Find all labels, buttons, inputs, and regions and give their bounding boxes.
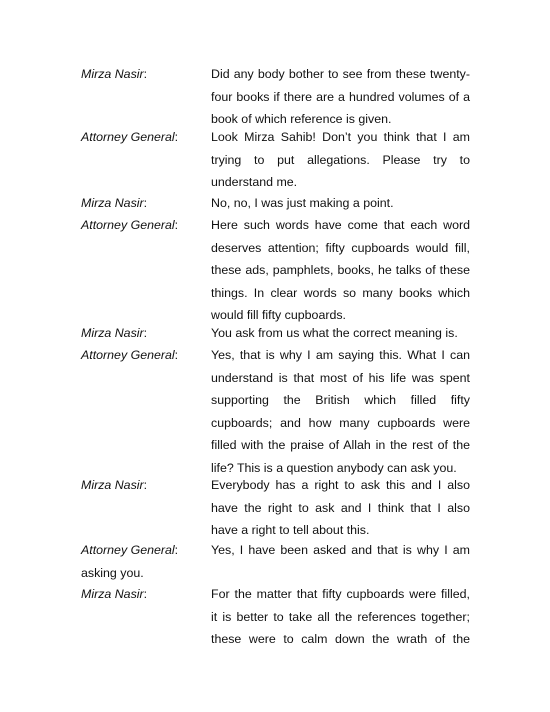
speaker-name: Mirza Nasir: xyxy=(81,67,148,81)
speech-line: four books if there are a hundred volumes of a xyxy=(211,89,470,104)
speech-text xyxy=(211,67,470,135)
speech-line: cupboards; and how many cupboards were xyxy=(211,415,470,430)
speech-line: understand is that most of his life was spent xyxy=(211,370,470,385)
speech-line: life? This is a question anybody can ask you. xyxy=(211,460,457,475)
speech-text xyxy=(211,543,470,566)
speech-line: understand me. xyxy=(211,175,298,189)
speaker-name: Attorney General: xyxy=(81,218,179,232)
speech-line: it is better to take all the references together; xyxy=(211,609,470,624)
speech-line: these ads, pamphlets, books, he talks of these xyxy=(211,263,470,277)
speech-line: You ask from us what the correct meaning is. xyxy=(211,326,458,340)
speech-line: Yes, that is why I am saying this. What I can xyxy=(211,348,470,362)
speech-text xyxy=(211,326,470,349)
speaker-name: Mirza Nasir: xyxy=(81,196,148,210)
speech-line: Everybody has a right to ask this and I also xyxy=(211,478,470,492)
speech-line: Yes, I have been asked and that is why I am xyxy=(211,543,470,557)
speech-line: Look Mirza Sahib! Don’t you think that I am xyxy=(211,130,470,144)
speech-line: would fill fifty cupboards. xyxy=(211,308,346,322)
speech-line: book of which reference is given. xyxy=(211,112,392,126)
speech-line: For the matter that fifty cupboards were filled, xyxy=(211,587,470,601)
speech-line: deserves attention; fifty cupboards would fill, xyxy=(211,240,470,255)
speaker-name: Mirza Nasir: xyxy=(81,478,148,492)
speech-text xyxy=(211,348,470,483)
speech-text xyxy=(211,196,470,219)
speech-line: trying to put allegations. Please try to xyxy=(211,152,470,167)
speech-continuation: asking you. xyxy=(81,565,144,580)
speech-line: Here such words have come that each word xyxy=(211,218,470,232)
speech-line: things. In clear words so many books which xyxy=(211,285,470,300)
speech-line: supporting the British which filled fifty xyxy=(211,393,470,407)
speaker-name: Mirza Nasir: xyxy=(81,587,148,601)
speaker-name: Mirza Nasir: xyxy=(81,326,148,340)
speech-text xyxy=(211,478,470,546)
speech-text xyxy=(211,587,470,655)
speech-line: have the right to ask and I think that I also xyxy=(211,500,470,515)
speech-text xyxy=(211,130,470,198)
speech-text xyxy=(211,218,470,331)
speech-line: No, no, I was just making a point. xyxy=(211,196,394,210)
speech-line: Did any body bother to see from these twenty- xyxy=(211,67,470,81)
speaker-name: Attorney General: xyxy=(81,543,179,557)
speech-line: filled with the praise of Allah in the rest of the xyxy=(211,438,470,452)
speech-line: these were to calm down the wrath of the xyxy=(211,632,470,646)
speaker-name: Attorney General: xyxy=(81,348,179,362)
speaker-name: Attorney General: xyxy=(81,130,179,144)
speech-line: have a right to tell about this. xyxy=(211,523,370,537)
